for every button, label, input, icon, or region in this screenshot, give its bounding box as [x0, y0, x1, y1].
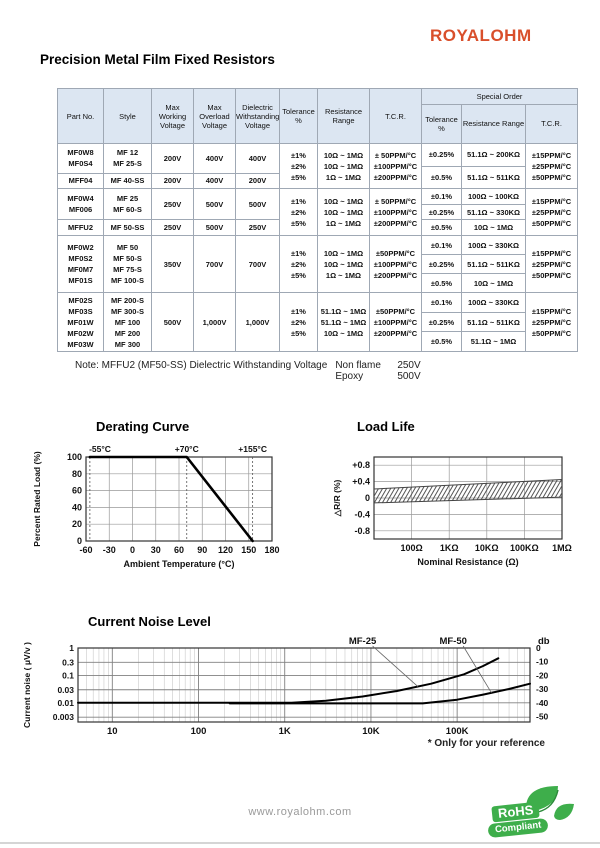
special-tolerance-cell [422, 144, 462, 189]
cell-text: 100Ω ~ 100KΩ [467, 191, 520, 201]
cell-text: 1,000V [245, 317, 270, 327]
svg-text:-30: -30 [536, 684, 549, 695]
spec-table-head [58, 89, 578, 144]
tolerance-cell [280, 236, 318, 293]
sub-row [462, 219, 525, 235]
sub-row [422, 204, 461, 220]
spec-table [57, 88, 578, 352]
sub-row [194, 236, 235, 292]
sub-row [104, 173, 151, 188]
part-no-cell [58, 144, 104, 189]
max-working-voltage-cell [152, 236, 194, 293]
note-prefix: Note: MFFU2 (MF50-SS) Dielectric Withstanding Voltage [75, 360, 328, 371]
svg-text:-40: -40 [536, 697, 549, 708]
special-order-header: Special Order [422, 89, 578, 105]
svg-text:-60: -60 [79, 545, 93, 555]
sub-row [152, 219, 193, 235]
note-label: Epoxy [335, 371, 364, 382]
cell-text: 100Ω ~ 330KΩ [467, 297, 520, 307]
col-header: T.C.R. [370, 89, 422, 144]
sub-row [194, 293, 235, 351]
col-header: Tolerance % [280, 89, 318, 144]
note-label: Non flame [335, 360, 381, 371]
svg-text:-50: -50 [536, 711, 549, 722]
svg-text:1KΩ: 1KΩ [439, 543, 459, 553]
cell-text: ±1% ±2% ±5% [291, 248, 306, 280]
cell-text: 400V [205, 176, 224, 186]
svg-text:100K: 100K [445, 726, 469, 737]
col-header: Max Overload Voltage [194, 89, 236, 144]
svg-text:-0.4: -0.4 [354, 509, 370, 520]
dielectric-voltage-cell [236, 144, 280, 189]
sub-row [104, 236, 151, 292]
sub-row [422, 236, 461, 254]
svg-text:0.1: 0.1 [62, 670, 74, 681]
sub-row [422, 312, 461, 332]
cell-text: ±0.25% [428, 150, 455, 160]
cell-text: 700V [248, 259, 267, 269]
sub-row [152, 189, 193, 219]
tcr-cell [370, 236, 422, 293]
svg-text:-55°C: -55°C [89, 444, 111, 454]
sub-row [462, 273, 525, 292]
cell-text: 10Ω ~ 1MΩ [473, 223, 514, 233]
note-value: 500V [397, 371, 421, 382]
style-cell [104, 293, 152, 352]
resistance-range-cell [318, 293, 370, 352]
svg-text:△R/R (%): △R/R (%) [332, 479, 342, 517]
cell-text: 400V [205, 153, 224, 163]
loadlife-band [374, 480, 562, 503]
svg-text:+70°C: +70°C [174, 444, 199, 454]
svg-text:-30: -30 [102, 545, 116, 555]
sub-row [422, 254, 461, 273]
sub-row [422, 189, 461, 204]
page-title: Precision Metal Film Fixed Resistors [40, 52, 275, 67]
cell-text: 200V [163, 153, 182, 163]
sub-row [422, 144, 461, 166]
cell-text: 51.1Ω ~ 1MΩ 51.1Ω ~ 1MΩ 10Ω ~ 1MΩ [320, 306, 367, 338]
sub-row [58, 173, 103, 188]
tolerance-cell [280, 144, 318, 189]
sub-row [462, 236, 525, 254]
special-resistance-cell [462, 236, 526, 293]
svg-text:20: 20 [71, 519, 82, 530]
cell-text: 350V [163, 259, 182, 269]
sub-row [58, 219, 103, 235]
sub-row [152, 173, 193, 188]
loadlife-chart [328, 441, 586, 583]
svg-text:MF-25: MF-25 [348, 636, 377, 647]
cell-text: 10Ω ~ 1MΩ 10Ω ~ 1MΩ 1Ω ~ 1MΩ [323, 150, 364, 182]
col-header: Dielectric Withstanding Voltage [236, 89, 280, 144]
cell-text: ±0.25% [428, 317, 455, 327]
cell-text: MF0W2 MF0S2 MF0M7 MF01S [67, 243, 94, 285]
svg-text:180: 180 [264, 545, 280, 555]
sub-row [104, 144, 151, 173]
part-no-cell [58, 293, 104, 352]
svg-text:30: 30 [150, 545, 161, 555]
cell-text: MF02S MF03S MF01W MF02W MF03W [67, 295, 94, 349]
max-working-voltage-cell [152, 144, 194, 189]
svg-text:1: 1 [69, 643, 74, 653]
sub-row [194, 219, 235, 235]
cell-text: ± 50PPM/°C ±100PPM/°C ±200PPM/°C [373, 150, 418, 182]
note-rows [335, 360, 420, 382]
svg-text:db: db [538, 636, 550, 647]
max-working-voltage-cell [152, 189, 194, 236]
special-tcr-cell [526, 189, 578, 236]
cell-text: ±0.25% [428, 259, 455, 269]
cell-text: MF 50-SS [110, 223, 145, 232]
sub-row [462, 331, 525, 351]
note [75, 360, 421, 382]
cell-text: ±0.5% [430, 337, 453, 347]
sub-row [104, 219, 151, 235]
svg-text:+155°C: +155°C [238, 444, 267, 454]
cell-text: 250V [163, 223, 182, 232]
note-row [335, 360, 420, 371]
cell-text: 400V [248, 153, 267, 163]
svg-text:0: 0 [364, 493, 370, 503]
style-cell [104, 144, 152, 189]
sub-row [422, 219, 461, 235]
sub-row [422, 273, 461, 292]
tcr-cell [370, 189, 422, 236]
svg-text:100: 100 [66, 452, 82, 462]
svg-text:0: 0 [536, 643, 541, 653]
svg-text:150: 150 [241, 545, 257, 555]
special-resistance-cell [462, 189, 526, 236]
table-row [58, 236, 578, 293]
cell-text: 51.1Ω ~ 1MΩ [470, 337, 517, 347]
cell-text: MFF04 [68, 176, 93, 186]
sub-row [104, 189, 151, 219]
tcr-cell [370, 144, 422, 189]
svg-text:0: 0 [129, 545, 136, 555]
svg-text:10: 10 [107, 726, 118, 737]
col-header: Resistance Range [318, 89, 370, 144]
cell-text: 51.1Ω ~ 511KΩ [467, 317, 520, 327]
cell-text: 51.1Ω ~ 330KΩ [466, 207, 521, 217]
rohs-logo [488, 782, 578, 842]
svg-text:1K: 1K [278, 726, 291, 737]
cell-text: MF 40-SS [110, 176, 145, 186]
cell-text: 51.1Ω ~ 511KΩ [467, 259, 520, 269]
sub-row [152, 236, 193, 292]
cell-text: 51.1Ω ~ 200KΩ [466, 150, 521, 160]
style-cell [104, 189, 152, 236]
svg-text:100Ω: 100Ω [400, 543, 423, 553]
svg-text:Percent Rated Load (%): Percent Rated Load (%) [32, 451, 42, 547]
cell-text: 250V [248, 223, 267, 232]
cell-text: ±50PPM/°C ±100PPM/°C ±200PPM/°C [373, 306, 418, 338]
derating-line [90, 457, 253, 541]
sub-row [422, 166, 461, 189]
svg-text:90: 90 [197, 545, 208, 555]
svg-text:100KΩ: 100KΩ [510, 543, 539, 553]
sub-row [236, 293, 279, 351]
max-overload-voltage-cell [194, 293, 236, 352]
col-header: Style [104, 89, 152, 144]
svg-text:+0.4: +0.4 [352, 476, 370, 487]
noise-chart [18, 634, 593, 738]
cell-text: ±15PPM/°C ±25PPM/°C ±50PPM/°C [531, 150, 572, 182]
special-tcr-cell [526, 293, 578, 352]
sub-row [58, 236, 103, 292]
sub-row [462, 189, 525, 204]
cell-text: ±15PPM/°C ±25PPM/°C ±50PPM/°C [531, 196, 572, 228]
svg-text:0: 0 [76, 536, 82, 546]
sub-row [462, 293, 525, 312]
cell-text: 500V [205, 199, 224, 209]
svg-text:40: 40 [71, 502, 82, 513]
cell-text: ±0.1% [430, 191, 453, 201]
dielectric-voltage-cell [236, 236, 280, 293]
page-bottom-rule [0, 842, 600, 844]
cell-text: MF0W4 MF006 [67, 194, 94, 214]
style-cell [104, 236, 152, 293]
svg-text:-20: -20 [536, 670, 549, 681]
special-tcr-cell [526, 144, 578, 189]
max-overload-voltage-cell [194, 144, 236, 189]
cell-text: 500V [163, 317, 182, 327]
special-tolerance-cell [422, 189, 462, 236]
note-row [335, 371, 420, 382]
max-working-voltage-cell [152, 293, 194, 352]
cell-text: ±0.1% [430, 240, 453, 250]
max-overload-voltage-cell [194, 189, 236, 236]
cell-text: MF 50 MF 50-S MF 75-S MF 100-S [111, 243, 144, 285]
sub-row [236, 173, 279, 188]
cell-text: ±0.5% [430, 278, 453, 288]
special-tolerance-cell [422, 236, 462, 293]
svg-text:60: 60 [173, 545, 185, 555]
special-resistance-cell [462, 144, 526, 189]
cell-text: 10Ω ~ 1MΩ [473, 278, 514, 288]
cell-text: ±15PPM/°C ±25PPM/°C ±50PPM/°C [531, 248, 572, 280]
sub-row [236, 219, 279, 235]
cell-text: 200V [248, 176, 267, 186]
sub-row [462, 204, 525, 220]
svg-text:80: 80 [71, 468, 82, 479]
resistance-range-cell [318, 189, 370, 236]
note-value: 250V [397, 360, 421, 371]
col-header: Part No. [58, 89, 104, 144]
table-row [58, 293, 578, 352]
cell-text: ±15PPM/°C ±25PPM/°C ±50PPM/°C [531, 306, 572, 338]
resistance-range-cell [318, 144, 370, 189]
svg-text:0.003: 0.003 [52, 712, 74, 723]
cell-text: 250V [163, 199, 182, 209]
sub-row [462, 312, 525, 332]
sub-row [58, 189, 103, 219]
noise-curve-mf-25 [78, 658, 498, 703]
resistance-range-cell [318, 236, 370, 293]
svg-text:0.3: 0.3 [62, 657, 74, 668]
cell-text: 200V [163, 176, 182, 186]
special-col-header: Tolerance % [422, 104, 462, 143]
sub-row [462, 166, 525, 189]
sub-row [462, 254, 525, 273]
sub-row [462, 144, 525, 166]
noise-chart-title: Current Noise Level [88, 614, 211, 629]
svg-text:MF-50: MF-50 [439, 636, 467, 647]
cell-text: ±0.1% [430, 297, 453, 307]
part-no-cell [58, 236, 104, 293]
svg-text:Ambient Temperature (°C): Ambient Temperature (°C) [123, 559, 235, 569]
cell-text: MF 25 MF 60-S [113, 194, 142, 214]
cell-text: 1,000V [202, 317, 227, 327]
cell-text: ±0.25% [428, 207, 455, 217]
derating-chart [28, 441, 320, 583]
table-row [58, 189, 578, 236]
cell-text: ±0.5% [430, 172, 453, 182]
cell-text: ±50PPM/°C ±100PPM/°C ±200PPM/°C [373, 248, 418, 280]
dielectric-voltage-cell [236, 293, 280, 352]
footer-url: www.royalohm.com [248, 806, 352, 818]
dielectric-voltage-cell [236, 189, 280, 236]
special-resistance-cell [462, 293, 526, 352]
tolerance-cell [280, 293, 318, 352]
svg-text:0.01: 0.01 [57, 697, 74, 708]
svg-text:Current noise ( μV/v ): Current noise ( μV/v ) [22, 642, 32, 728]
svg-text:10KΩ: 10KΩ [474, 543, 499, 553]
cell-text: MF0W8 MF0S4 [67, 148, 94, 169]
cell-text: ± 50PPM/°C ±100PPM/°C ±200PPM/°C [373, 196, 418, 228]
cell-text: 10Ω ~ 1MΩ 10Ω ~ 1MΩ 1Ω ~ 1MΩ [323, 248, 364, 280]
derating-chart-title: Derating Curve [96, 419, 190, 434]
sub-row [194, 173, 235, 188]
cell-text: 700V [205, 259, 224, 269]
loadlife-chart-title: Load Life [357, 419, 415, 434]
cell-text: MFFU2 [68, 223, 93, 232]
cell-text: ±1% ±2% ±5% [291, 306, 306, 338]
part-no-cell [58, 189, 104, 236]
sub-row [194, 189, 235, 219]
svg-text:10K: 10K [362, 726, 380, 737]
cell-text: ±0.5% [430, 223, 453, 233]
svg-text:1MΩ: 1MΩ [552, 543, 572, 553]
spec-table-body [58, 144, 578, 352]
sub-row [236, 189, 279, 219]
cell-text: ±1% ±2% ±5% [291, 150, 306, 182]
special-tcr-cell [526, 236, 578, 293]
special-col-header: T.C.R. [526, 104, 578, 143]
svg-text:-10: -10 [536, 656, 549, 667]
cell-text: 100Ω ~ 330KΩ [467, 240, 520, 250]
sub-row [194, 144, 235, 173]
special-col-header: Resistance Range [462, 104, 526, 143]
cell-text: MF 200-S MF 300-S MF 100 MF 200 MF 300 [111, 295, 144, 349]
sub-row [422, 293, 461, 312]
cell-text: MF 12 MF 25-S [113, 148, 142, 169]
rohs-compliant-badge: Compliant [487, 818, 549, 838]
col-header: Max Working Voltage [152, 89, 194, 144]
cell-text: 51.1Ω ~ 511KΩ [467, 172, 520, 182]
special-tolerance-cell [422, 293, 462, 352]
sub-row [422, 331, 461, 351]
sub-row [58, 144, 103, 173]
sub-row [152, 293, 193, 351]
sub-row [58, 293, 103, 351]
cell-text: 500V [248, 199, 267, 209]
sub-row [236, 144, 279, 173]
svg-text:0.03: 0.03 [57, 684, 74, 695]
sub-row [152, 144, 193, 173]
rohs-badge: RoHS [491, 802, 540, 823]
reference-footnote: * Only for your reference [427, 738, 545, 749]
tolerance-cell [280, 189, 318, 236]
cell-text: ±1% ±2% ±5% [291, 196, 306, 228]
max-overload-voltage-cell [194, 236, 236, 293]
svg-text:60: 60 [71, 485, 82, 496]
table-row [58, 144, 578, 189]
svg-text:120: 120 [217, 545, 234, 555]
svg-text:-0.8: -0.8 [354, 525, 370, 536]
sub-row [104, 293, 151, 351]
cell-text: 10Ω ~ 1MΩ 10Ω ~ 1MΩ 1Ω ~ 1MΩ [323, 196, 364, 228]
tcr-cell [370, 293, 422, 352]
svg-text:100: 100 [190, 726, 207, 737]
svg-text:Nominal Resistance (Ω): Nominal Resistance (Ω) [417, 557, 519, 567]
brand-logo: ROYALOHM [430, 26, 532, 45]
sub-row [236, 236, 279, 292]
cell-text: 500V [205, 223, 224, 232]
svg-text:+0.8: +0.8 [352, 460, 370, 471]
